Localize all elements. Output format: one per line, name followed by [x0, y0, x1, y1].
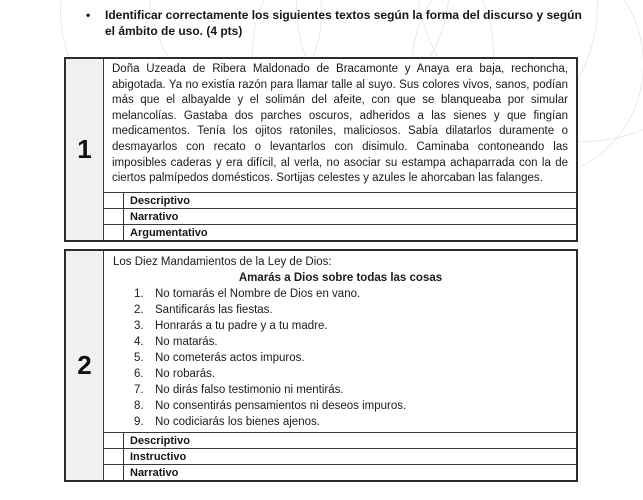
item-number: 8.: [134, 400, 144, 412]
item-number: 4.: [134, 336, 144, 348]
answer-checkbox[interactable]: [104, 465, 124, 480]
option-label: Argumentativo: [130, 226, 208, 239]
answer-checkbox[interactable]: [104, 449, 124, 464]
item-text: No codiciarás los bienes ajenos.: [155, 416, 320, 428]
question-table-2: [64, 249, 578, 482]
option-label: Descriptivo: [130, 435, 190, 447]
list-item: [134, 318, 568, 334]
question-2-number: 2: [66, 251, 104, 480]
question-1-option-row-3[interactable]: [104, 224, 576, 240]
instruction-block: [86, 7, 591, 39]
item-text: Honrarás a tu padre y a tu madre.: [155, 320, 328, 332]
list-item: [134, 350, 568, 366]
instruction-text: Identificar correctamente los siguientes textos según la forma del discurso y según el ámbito de uso. (4 pts): [105, 8, 582, 38]
option-label: Narrativo: [130, 210, 179, 223]
item-text: No cometerás actos impuros.: [155, 352, 305, 364]
item-number: 9.: [134, 416, 144, 428]
answer-checkbox[interactable]: [104, 209, 124, 224]
list-item: [134, 414, 568, 430]
question-1-option-row-2[interactable]: [104, 208, 576, 224]
list-item: [134, 382, 568, 398]
question-1-passage: Doña Uzeada de Ribera Maldonado de Bracamonte y Anaya era baja, rechoncha, abigotada. Ya no existía razón para llamar talle al suyo. Sus colores vivos, sanos, podían más que el albayalde y el solimán del afeite, con que se blanqueaba por simular melancolías. Gastaba dos parches oscuros, adheridos a las sienes y que fingían medicamentos. Tenía los ojitos ratoniles, maliciosos. Sabía dilatarlos duramente o desmayarlos con recato o levantarlos con disimulo. Caminaba contoneando las imposibles caderas y era difícil, al verla, no asociar su estampa achaparrada con la de ciertos palmípedos domésticos. Sortijas celestes y azules le ahorcaban las falanges.: [112, 63, 568, 185]
item-text: No robarás.: [155, 368, 216, 380]
question-2-passage: [104, 251, 576, 432]
answer-checkbox[interactable]: [104, 193, 124, 208]
item-text: No dirás falso testimonio ni mentirás.: [155, 384, 344, 396]
item-number: 2.: [134, 304, 144, 316]
answer-checkbox[interactable]: [104, 433, 124, 448]
question-1-option-row-1[interactable]: [104, 192, 576, 208]
bullet-icon: •: [86, 8, 91, 22]
item-text: Santificarás las fiestas.: [155, 304, 273, 316]
option-label: Descriptivo: [130, 194, 190, 207]
commandments-subtitle: Amarás a Dios sobre todas las cosas: [238, 272, 443, 284]
item-text: No consentirás pensamientos ni deseos impuros.: [155, 400, 407, 412]
item-number: 7.: [134, 384, 144, 396]
item-number: 5.: [134, 352, 144, 364]
question-2-option-row-2[interactable]: [104, 448, 576, 464]
list-item: [134, 366, 568, 382]
question-2-option-row-3[interactable]: [104, 464, 576, 480]
list-item: [134, 286, 568, 302]
list-item: [134, 302, 568, 318]
list-item: [134, 334, 568, 350]
item-number: 3.: [134, 320, 144, 332]
list-item: [134, 398, 568, 414]
answer-checkbox[interactable]: [104, 225, 124, 240]
item-text: No matarás.: [155, 336, 218, 348]
commandments-title: Los Diez Mandamientos de la Ley de Dios:: [113, 256, 332, 268]
item-number: 1.: [134, 288, 144, 300]
option-label: Narrativo: [130, 467, 179, 479]
item-text: No tomarás el Nombre de Dios en vano.: [155, 288, 361, 300]
question-1-number: 1: [66, 59, 104, 240]
item-number: 6.: [134, 368, 144, 380]
question-2-option-row-1[interactable]: [104, 432, 576, 448]
option-label: Instructivo: [130, 451, 187, 463]
question-table-1: [64, 57, 578, 242]
